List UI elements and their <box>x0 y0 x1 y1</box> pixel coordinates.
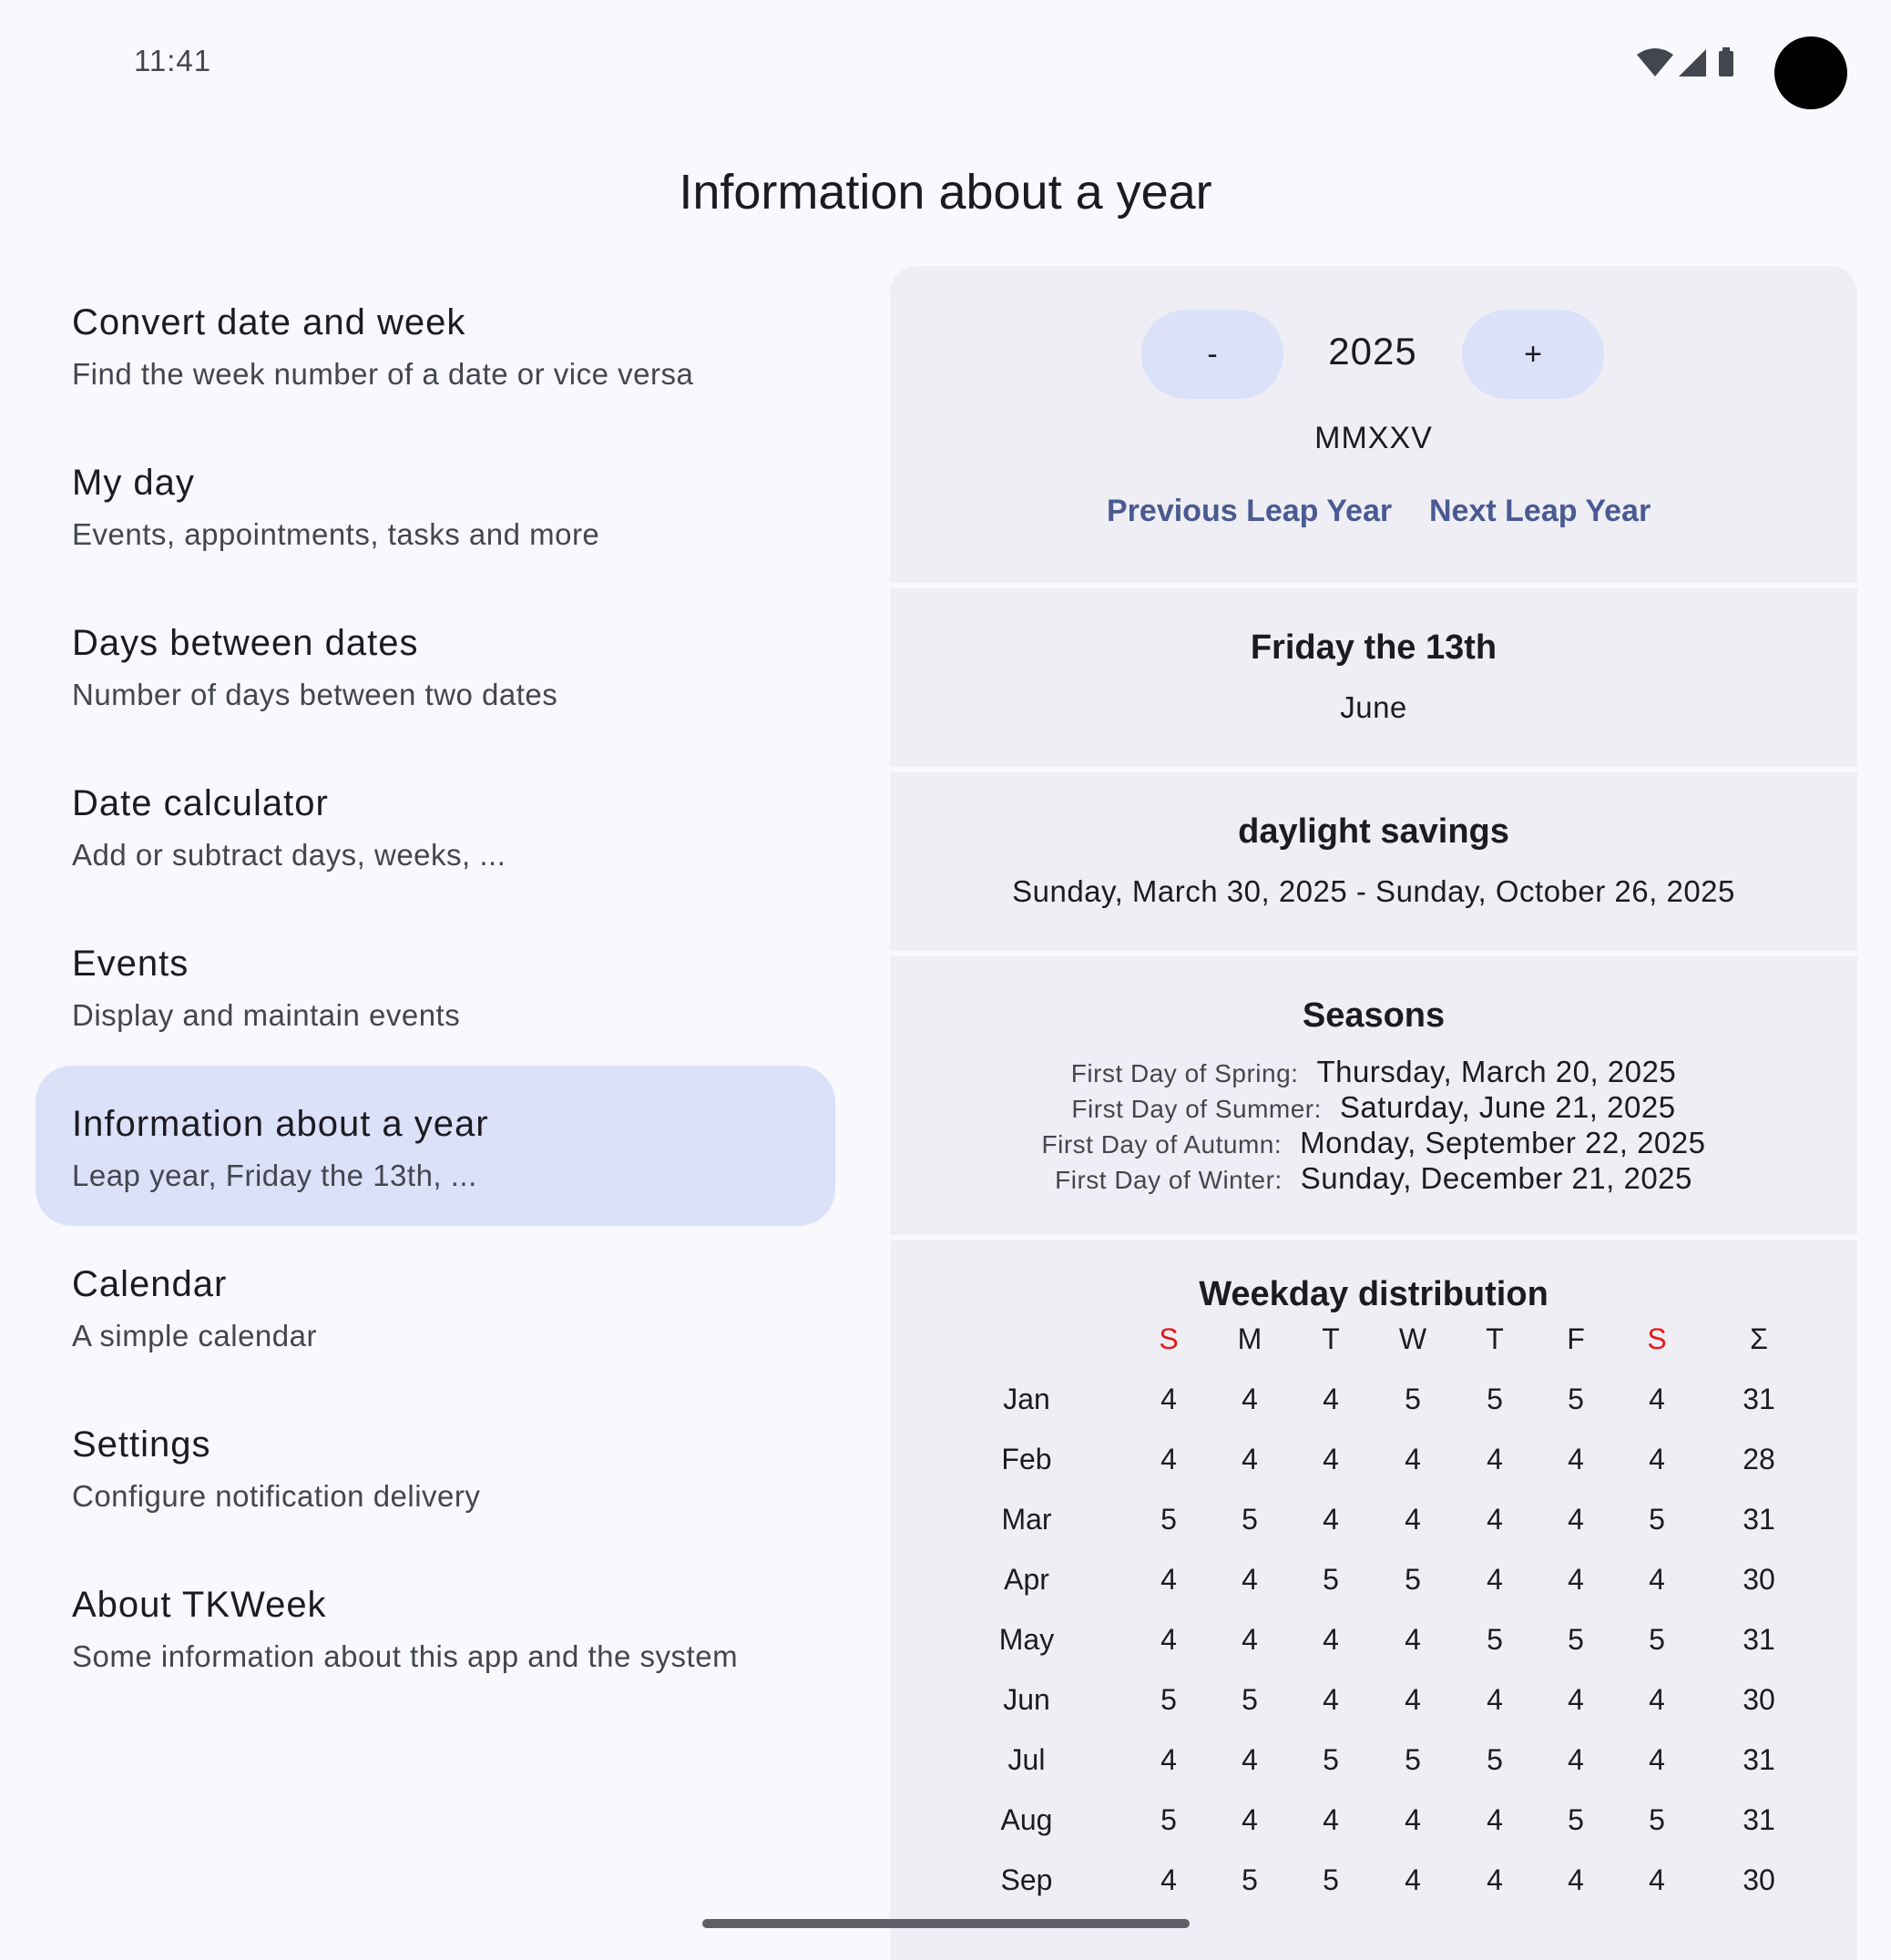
weekday-column-header: S <box>1159 1322 1179 1355</box>
daylight-savings-card <box>890 772 1857 951</box>
weekday-row-count: 5 <box>1568 1803 1584 1836</box>
weekday-column-header: F <box>1567 1322 1585 1355</box>
weekday-row-count: 4 <box>1405 1623 1421 1656</box>
menu-item-title: Information about a year <box>72 1104 489 1144</box>
friday-13th-months: June <box>1340 690 1407 724</box>
menu-item-title: Settings <box>72 1424 211 1465</box>
season-label: First Day of Winter: <box>1055 1166 1283 1194</box>
weekday-row-count: 4 <box>1160 1863 1177 1896</box>
weekday-row-count: 5 <box>1405 1743 1421 1776</box>
menu-item-subtitle: Some information about this app and the system <box>72 1639 739 1673</box>
weekday-row-count: 4 <box>1323 1383 1339 1415</box>
navigation-menu <box>36 264 835 1707</box>
year-info-panel[interactable] <box>890 266 1857 1960</box>
weekday-row-count: 4 <box>1487 1443 1503 1475</box>
page-title: Information about a year <box>679 165 1212 219</box>
previous-leap-year-button[interactable]: Previous Leap Year <box>1107 494 1393 528</box>
weekday-column-header: Σ <box>1750 1322 1768 1355</box>
weekday-row-count: 4 <box>1160 1743 1177 1776</box>
weekday-column-header: T <box>1486 1322 1504 1355</box>
weekday-row-count: 4 <box>1649 1683 1665 1716</box>
menu-item-convert-date[interactable] <box>36 264 835 424</box>
season-value: Thursday, March 20, 2025 <box>1316 1055 1677 1088</box>
menu-item-subtitle: Configure notification delivery <box>72 1479 481 1513</box>
menu-item-title: My day <box>72 463 195 503</box>
weekday-row-count: 5 <box>1649 1803 1665 1836</box>
weekday-row-count: 5 <box>1405 1563 1421 1596</box>
weekday-row-count: 4 <box>1649 1743 1665 1776</box>
menu-item-year-info[interactable] <box>36 1066 835 1226</box>
weekday-row-total: 31 <box>1743 1383 1775 1415</box>
weekday-distribution-table <box>890 1240 1857 1960</box>
weekday-row-count: 5 <box>1242 1683 1258 1716</box>
weekday-row-month: Sep <box>1000 1863 1053 1896</box>
weekday-row-count: 4 <box>1487 1683 1503 1716</box>
weekday-row-count: 4 <box>1487 1863 1503 1896</box>
weekday-row-total: 30 <box>1743 1563 1775 1596</box>
increment-year-button[interactable]: + <box>1462 310 1604 399</box>
roman-numeral: MMXXV <box>1314 421 1433 455</box>
weekday-row-count: 4 <box>1568 1563 1584 1596</box>
menu-item-days-between[interactable] <box>36 585 835 745</box>
navigation-handle[interactable] <box>702 1919 1190 1928</box>
weekday-row-total: 31 <box>1743 1743 1775 1776</box>
season-row-autumn <box>890 1126 1857 1160</box>
weekday-row-count: 5 <box>1160 1683 1177 1716</box>
season-value: Sunday, December 21, 2025 <box>1300 1161 1692 1195</box>
weekday-row-count: 5 <box>1323 1563 1339 1596</box>
wifi-icon <box>1637 48 1673 77</box>
weekday-row-count: 5 <box>1242 1863 1258 1896</box>
weekday-row-month: Apr <box>1004 1563 1049 1596</box>
menu-item-events[interactable] <box>36 905 835 1066</box>
weekday-row-count: 4 <box>1242 1383 1258 1415</box>
menu-item-settings[interactable] <box>36 1386 835 1547</box>
menu-item-calendar[interactable] <box>36 1226 835 1386</box>
weekday-row-count: 4 <box>1160 1623 1177 1656</box>
weekday-row-count: 5 <box>1242 1503 1258 1536</box>
weekday-row-count: 4 <box>1649 1383 1665 1415</box>
weekday-row-count: 4 <box>1242 1443 1258 1475</box>
signal-icon <box>1679 49 1706 77</box>
weekday-row-count: 4 <box>1160 1443 1177 1475</box>
status-bar <box>0 0 1891 128</box>
weekday-row-count: 4 <box>1242 1563 1258 1596</box>
weekday-row-count: 5 <box>1487 1623 1503 1656</box>
weekday-row-month: Jun <box>1003 1683 1050 1716</box>
menu-item-subtitle: Add or subtract days, weeks, ... <box>72 838 506 872</box>
weekday-row-count: 4 <box>1405 1803 1421 1836</box>
weekday-row-count: 4 <box>1405 1683 1421 1716</box>
seasons-card <box>890 956 1857 1235</box>
season-row-winter <box>890 1161 1857 1196</box>
season-label: First Day of Spring: <box>1070 1059 1299 1087</box>
season-value: Saturday, June 21, 2025 <box>1339 1090 1676 1124</box>
weekday-row-count: 5 <box>1487 1383 1503 1415</box>
menu-item-subtitle: Events, appointments, tasks and more <box>72 517 600 551</box>
menu-item-title: Days between dates <box>72 623 419 663</box>
weekday-row-month: Feb <box>1001 1443 1052 1475</box>
season-row-spring <box>890 1055 1857 1089</box>
weekday-column-header: W <box>1398 1322 1427 1355</box>
weekday-row-count: 4 <box>1242 1803 1258 1836</box>
weekday-row-count: 5 <box>1568 1383 1584 1415</box>
weekday-row-count: 4 <box>1323 1623 1339 1656</box>
weekday-row-total: 28 <box>1743 1443 1775 1475</box>
weekday-row-month: Aug <box>1000 1803 1053 1836</box>
weekday-row-count: 5 <box>1160 1803 1177 1836</box>
status-icons <box>1635 46 1753 82</box>
season-row-summer <box>890 1090 1857 1125</box>
weekday-row-month: Jan <box>1003 1383 1050 1415</box>
weekday-row-count: 4 <box>1323 1803 1339 1836</box>
menu-item-title: Calendar <box>72 1264 228 1304</box>
weekday-distribution-heading: Weekday distribution <box>1199 1275 1549 1313</box>
weekday-row-count: 4 <box>1568 1743 1584 1776</box>
weekday-row-count: 4 <box>1160 1563 1177 1596</box>
daylight-savings-range: Sunday, March 30, 2025 - Sunday, October 26, 2025 <box>1012 874 1735 908</box>
year-selector-card <box>890 266 1857 583</box>
weekday-row-count: 5 <box>1160 1503 1177 1536</box>
weekday-row-count: 4 <box>1323 1683 1339 1716</box>
weekday-row-count: 4 <box>1323 1503 1339 1536</box>
next-leap-year-button[interactable]: Next Leap Year <box>1429 494 1651 528</box>
weekday-row-total: 30 <box>1743 1863 1775 1896</box>
decrement-year-button[interactable]: - <box>1141 310 1283 399</box>
friday-13th-heading: Friday the 13th <box>1250 628 1497 667</box>
weekday-row-count: 4 <box>1405 1503 1421 1536</box>
weekday-row-count: 5 <box>1568 1623 1584 1656</box>
weekday-row-count: 4 <box>1649 1863 1665 1896</box>
seasons-heading: Seasons <box>1302 996 1446 1035</box>
season-value: Monday, September 22, 2025 <box>1300 1126 1706 1159</box>
menu-item-subtitle: Leap year, Friday the 13th, ... <box>72 1159 477 1192</box>
menu-item-subtitle: Number of days between two dates <box>72 678 558 711</box>
menu-item-title: About TKWeek <box>72 1585 327 1625</box>
weekday-row-total: 31 <box>1743 1623 1775 1656</box>
weekday-row-count: 4 <box>1487 1563 1503 1596</box>
weekday-distribution-card <box>890 1240 1857 1960</box>
menu-item-about[interactable] <box>36 1547 835 1707</box>
daylight-savings-heading: daylight savings <box>1238 812 1509 851</box>
season-label: First Day of Summer: <box>1071 1095 1322 1123</box>
menu-item-subtitle: Find the week number of a date or vice versa <box>72 357 694 391</box>
weekday-row-count: 4 <box>1405 1863 1421 1896</box>
weekday-row-count: 4 <box>1487 1803 1503 1836</box>
weekday-row-count: 5 <box>1649 1623 1665 1656</box>
weekday-column-header: T <box>1322 1322 1340 1355</box>
weekday-row-count: 4 <box>1323 1443 1339 1475</box>
weekday-row-count: 4 <box>1649 1563 1665 1596</box>
menu-item-subtitle: A simple calendar <box>72 1319 317 1353</box>
menu-item-title: Convert date and week <box>72 302 466 342</box>
battery-icon <box>1719 51 1733 77</box>
weekday-row-month: Mar <box>1001 1503 1052 1536</box>
weekday-row-count: 4 <box>1242 1623 1258 1656</box>
weekday-row-count: 5 <box>1405 1383 1421 1415</box>
menu-item-subtitle: Display and maintain events <box>72 998 461 1032</box>
menu-item-date-calculator[interactable] <box>36 745 835 905</box>
weekday-row-month: Jul <box>1007 1743 1046 1776</box>
weekday-row-total: 31 <box>1743 1803 1775 1836</box>
weekday-row-count: 5 <box>1323 1863 1339 1896</box>
status-time: 11:41 <box>134 44 212 77</box>
weekday-row-count: 5 <box>1487 1743 1503 1776</box>
weekday-row-total: 31 <box>1743 1503 1775 1536</box>
menu-item-title: Date calculator <box>72 783 329 823</box>
weekday-column-header: S <box>1647 1322 1667 1355</box>
weekday-row-count: 4 <box>1160 1383 1177 1415</box>
camera-cutout <box>1774 36 1847 109</box>
weekday-row-count: 5 <box>1649 1503 1665 1536</box>
year-value: 2025 <box>1328 330 1417 373</box>
weekday-row-total: 30 <box>1743 1683 1775 1716</box>
weekday-row-count: 4 <box>1568 1503 1584 1536</box>
weekday-row-count: 4 <box>1242 1743 1258 1776</box>
weekday-row-count: 5 <box>1323 1743 1339 1776</box>
menu-item-my-day[interactable] <box>36 424 835 585</box>
weekday-column-header: M <box>1237 1322 1262 1355</box>
weekday-row-count: 4 <box>1568 1443 1584 1475</box>
weekday-row-count: 4 <box>1568 1683 1584 1716</box>
weekday-row-count: 4 <box>1649 1443 1665 1475</box>
season-label: First Day of Autumn: <box>1041 1130 1283 1159</box>
friday-13th-card <box>890 588 1857 767</box>
weekday-row-month: May <box>998 1623 1055 1656</box>
weekday-row-count: 4 <box>1487 1503 1503 1536</box>
menu-item-title: Events <box>72 944 189 984</box>
weekday-row-count: 4 <box>1405 1443 1421 1475</box>
weekday-row-count: 4 <box>1568 1863 1584 1896</box>
